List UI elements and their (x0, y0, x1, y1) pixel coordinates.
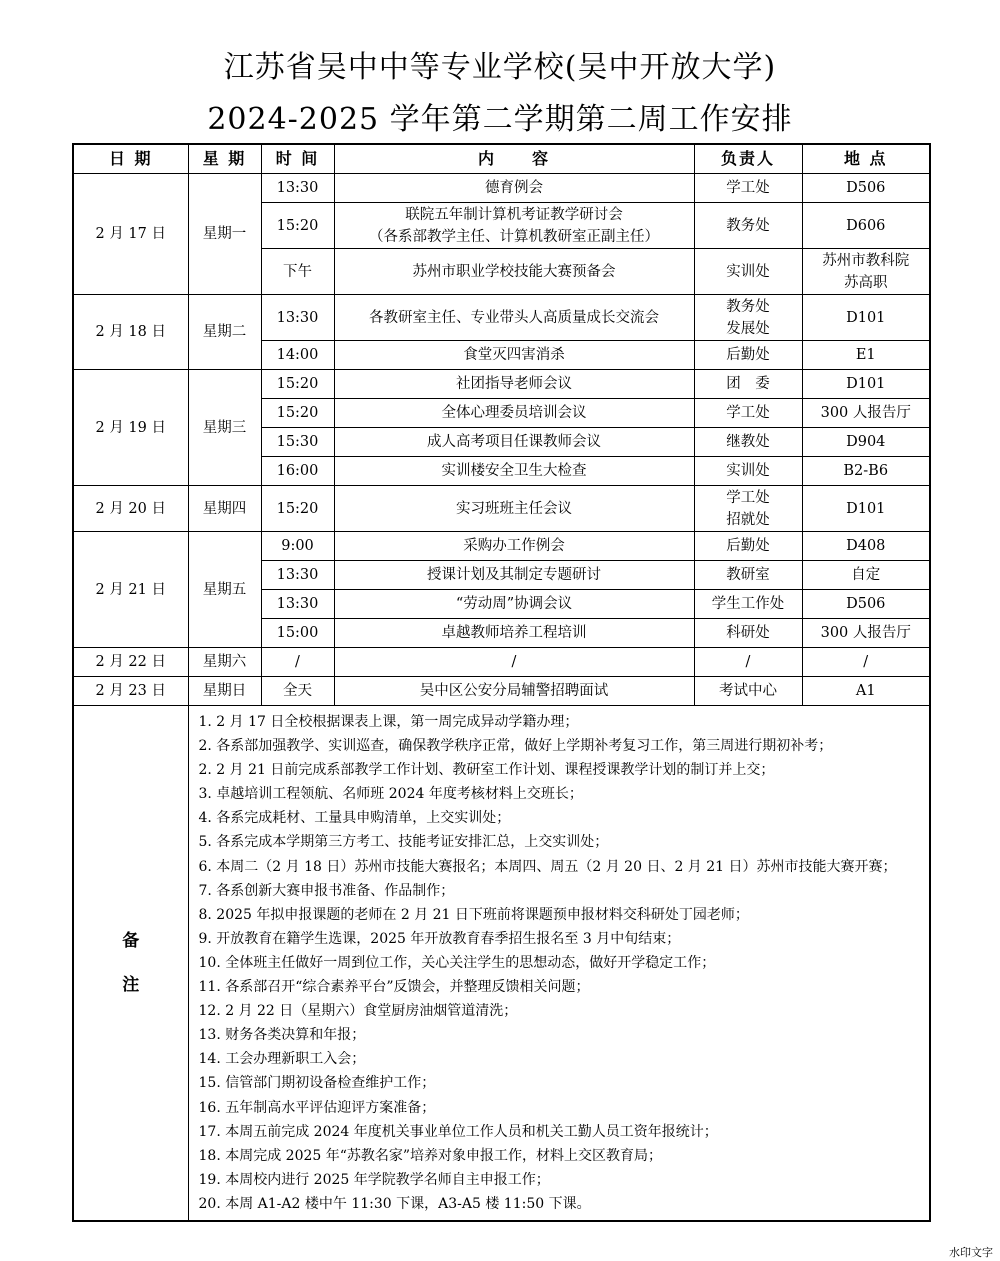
document-title: 江苏省吴中中等专业学校(吴中开放大学) (223, 50, 777, 85)
col-header-owner: 负责人 (694, 144, 802, 174)
table-row (73, 370, 930, 399)
place-cell (802, 619, 930, 648)
date-cell: 2 月 17 日 (73, 174, 188, 295)
place-cell (802, 370, 930, 399)
cell-line: D606 (846, 217, 886, 234)
time-cell: 13:30 (261, 174, 334, 203)
cell-line: “劳动周”协调会议 (455, 596, 573, 612)
place-cell (802, 428, 930, 457)
note-item: 20. 本周 A1-A2 楼中午 11:30 下课，A3-A5 楼 11:50 下课。 (198, 1195, 591, 1212)
note-item: 2. 各系部加强教学、实训巡查，确保教学秩序正常，做好上学期补考复习工作，第三周进行期初补考； (198, 738, 833, 755)
time-cell: 15:30 (261, 428, 334, 457)
cell-line: 300 人报告厅 (820, 405, 911, 421)
note-item: 10. 全体班主任做好一周到位工作，关心关注学生的思想动态，做好开学稳定工作； (198, 954, 716, 971)
time-cell: / (261, 648, 334, 677)
weekday-cell: 星期一 (188, 174, 261, 295)
cell-line: 吴中区公安分局辅警招聘面试 (419, 683, 609, 699)
cell-line: A1 (855, 683, 876, 699)
cell-line: 成人高考项目任课教师会议 (427, 434, 601, 450)
cell-line: 教研室 (726, 567, 770, 583)
date-cell: 2 月 19 日 (73, 370, 188, 486)
cell-line: 实训处 (726, 263, 770, 280)
content-cell (334, 174, 694, 203)
note-item: 16. 五年制高水平评估迎评方案准备； (198, 1099, 436, 1116)
document-subtitle: 2024-2025 学年第二学期第二周工作安排 (207, 102, 793, 137)
table-row (73, 174, 930, 203)
place-cell (802, 590, 930, 619)
cell-line: 实习班班主任会议 (456, 500, 572, 517)
cell-line: D408 (846, 538, 886, 554)
cell-line: 考试中心 (719, 683, 777, 699)
note-item: 3. 卓越培训工程领航、名师班 2024 年度考核材料上交班长； (198, 786, 583, 803)
table-row (73, 295, 930, 341)
content-cell (334, 370, 694, 399)
place-cell (802, 249, 930, 295)
cell-line: （各系部教学主任、计算机教研室正副主任） (369, 228, 659, 245)
owner-cell (694, 532, 802, 561)
time-cell: 下午 (261, 249, 334, 295)
content-cell (334, 295, 694, 341)
place-cell (802, 486, 930, 532)
time-cell: 15:20 (261, 399, 334, 428)
content-cell (334, 677, 694, 706)
cell-line: 苏高职 (844, 274, 888, 291)
time-cell: 15:20 (261, 203, 334, 249)
owner-cell (694, 399, 802, 428)
time-cell: 9:00 (261, 532, 334, 561)
place-cell (802, 648, 930, 677)
cell-line: 学工处 (726, 180, 770, 196)
owner-cell (694, 677, 802, 706)
cell-line: 苏州市教科院 (822, 252, 910, 269)
note-item: 15. 信管部门期初设备检查维护工作； (198, 1075, 436, 1092)
cell-line: 自定 (851, 567, 881, 583)
weekday-cell: 星期三 (188, 370, 261, 486)
owner-cell (694, 590, 802, 619)
content-cell (334, 341, 694, 370)
cell-line: D904 (846, 434, 886, 450)
cell-line: / (863, 654, 869, 670)
cell-line: E1 (855, 347, 876, 363)
cell-line: D101 (846, 376, 886, 392)
cell-line: 德育例会 (485, 180, 543, 196)
cell-line: / (511, 654, 517, 670)
place-cell (802, 399, 930, 428)
date-cell: 2 月 18 日 (73, 295, 188, 370)
weekday-cell: 星期六 (188, 648, 261, 677)
content-cell (334, 619, 694, 648)
place-cell (802, 295, 930, 341)
place-cell (802, 457, 930, 486)
time-cell: 16:00 (261, 457, 334, 486)
content-cell (334, 428, 694, 457)
cell-line: D506 (846, 180, 886, 196)
cell-line: 后勤处 (726, 538, 770, 554)
notes-row (73, 706, 930, 1221)
weekday-cell: 星期四 (188, 486, 261, 532)
cell-line: 300 人报告厅 (820, 625, 911, 641)
cell-line: 联院五年制计算机考证教学研讨会 (405, 206, 623, 223)
date-cell: 2 月 20 日 (73, 486, 188, 532)
content-cell (334, 648, 694, 677)
time-cell: 13:30 (261, 561, 334, 590)
owner-cell (694, 203, 802, 249)
weekday-cell: 星期五 (188, 532, 261, 648)
owner-cell (694, 486, 802, 532)
header-row (73, 144, 930, 174)
cell-line: 科研处 (726, 625, 770, 641)
place-cell (802, 203, 930, 249)
cell-line: 教务处 (726, 298, 770, 315)
cell-line: B2-B6 (843, 463, 889, 479)
owner-cell (694, 457, 802, 486)
place-cell (802, 174, 930, 203)
content-cell (334, 203, 694, 249)
note-item: 17. 本周五前完成 2024 年度机关事业单位工作人员和机关工勤人员工资年报统计； (198, 1123, 718, 1140)
note-item: 7. 各系创新大赛申报书准备、作品制作； (198, 882, 455, 899)
owner-cell (694, 648, 802, 677)
place-cell (802, 561, 930, 590)
cell-line: 实训处 (726, 463, 770, 479)
note-item: 6. 本周二（2 月 18 日）苏州市技能大赛报名；本周四、周五（2 月 20 日、2 月 21 日）苏州市技能大赛开赛； (198, 858, 897, 875)
note-item: 12. 2 月 22 日（星期六）食堂厨房油烟管道清洗； (198, 1003, 518, 1020)
note-item: 14. 工会办理新职工入会； (198, 1051, 366, 1068)
note-item: 1. 2 月 17 日全校根据课表上课，第一周完成异动学籍办理； (198, 714, 579, 730)
date-cell: 2 月 21 日 (73, 532, 188, 648)
owner-cell (694, 428, 802, 457)
owner-cell (694, 341, 802, 370)
time-cell: 15:20 (261, 486, 334, 532)
owner-cell (694, 174, 802, 203)
note-item: 4. 各系完成耗材、工量具申购清单，上交实训处； (198, 810, 511, 827)
cell-line: 团 委 (726, 376, 770, 392)
schedule-table (72, 143, 931, 1222)
cell-line: / (745, 654, 751, 670)
notes-label-top: 备 (122, 930, 140, 951)
cell-line: 实训楼安全卫生大检查 (441, 463, 587, 479)
col-header-weekday: 星 期 (188, 144, 261, 174)
col-header-time: 时 间 (261, 144, 334, 174)
cell-line: 食堂灭四害消杀 (463, 347, 565, 363)
time-cell: 15:00 (261, 619, 334, 648)
content-cell (334, 399, 694, 428)
note-item: 13. 财务各类决算和年报； (198, 1027, 366, 1044)
content-cell (334, 249, 694, 295)
cell-line: 发展处 (726, 320, 770, 337)
cell-line: D101 (846, 500, 886, 517)
cell-line: 教务处 (726, 217, 770, 234)
date-cell: 2 月 23 日 (73, 677, 188, 706)
owner-cell (694, 561, 802, 590)
col-header-content: 内 容 (334, 144, 694, 174)
time-cell: 15:20 (261, 370, 334, 399)
cell-line: 学工处 (726, 405, 770, 421)
owner-cell (694, 370, 802, 399)
cell-line: 采购办工作例会 (463, 538, 565, 554)
content-cell (334, 590, 694, 619)
owner-cell (694, 619, 802, 648)
weekday-cell: 星期二 (188, 295, 261, 370)
cell-line: 学工处 (726, 489, 770, 506)
owner-cell (694, 249, 802, 295)
cell-line: 社团指导老师会议 (456, 376, 572, 392)
cell-line: 苏州市职业学校技能大赛预备会 (412, 263, 616, 280)
cell-line: 学生工作处 (711, 596, 785, 612)
time-cell: 13:30 (261, 590, 334, 619)
note-item: 2. 2 月 21 日前完成系部教学工作计划、教研室工作计划、课程授课教学计划的制订并上交； (198, 762, 775, 779)
table-row (73, 648, 930, 677)
content-cell (334, 532, 694, 561)
cell-line: 各教研室主任、专业带头人高质量成长交流会 (369, 309, 659, 326)
cell-line: 招就处 (726, 511, 770, 528)
note-item: 18. 本周完成 2025 年“苏教名家”培养对象申报工作，材料上交区教育局； (198, 1147, 663, 1164)
place-cell (802, 677, 930, 706)
col-header-date: 日 期 (73, 144, 188, 174)
content-cell (334, 561, 694, 590)
cell-line: D506 (846, 596, 886, 612)
cell-line: D101 (846, 309, 886, 326)
content-cell (334, 486, 694, 532)
table-row (73, 486, 930, 532)
note-item: 9. 开放教育在籍学生选课，2025 年开放教育春季招生报名至 3 月中旬结束； (198, 930, 681, 947)
time-cell: 14:00 (261, 341, 334, 370)
notes-label-bottom: 注 (122, 974, 140, 995)
weekday-cell: 星期日 (188, 677, 261, 706)
col-header-place: 地 点 (802, 144, 930, 174)
watermark-text: 水印文字 (949, 1246, 993, 1259)
cell-line: 全体心理委员培训会议 (441, 405, 587, 421)
time-cell: 全天 (261, 677, 334, 706)
cell-line: 后勤处 (726, 347, 770, 363)
cell-line: 继教处 (726, 434, 770, 450)
date-cell: 2 月 22 日 (73, 648, 188, 677)
note-item: 5. 各系完成本学期第三方考工、技能考证安排汇总，上交实训处； (198, 834, 609, 851)
content-cell (334, 457, 694, 486)
note-item: 11. 各系部召开“综合素养平台”反馈会，并整理反馈相关问题； (198, 979, 590, 996)
note-item: 19. 本周校内进行 2025 年学院教学名师自主申报工作； (198, 1171, 550, 1188)
cell-line: 授课计划及其制定专题研讨 (427, 567, 601, 583)
cell-line: 卓越教师培养工程培训 (441, 625, 587, 641)
place-cell (802, 341, 930, 370)
table-row (73, 532, 930, 561)
time-cell: 13:30 (261, 295, 334, 341)
owner-cell (694, 295, 802, 341)
notes-list (188, 706, 930, 1221)
notes-label (73, 706, 188, 1221)
note-item: 8. 2025 年拟申报课题的老师在 2 月 21 日下班前将课题预申报材料交科研处丁园老师； (198, 906, 749, 923)
place-cell (802, 532, 930, 561)
table-row (73, 677, 930, 706)
